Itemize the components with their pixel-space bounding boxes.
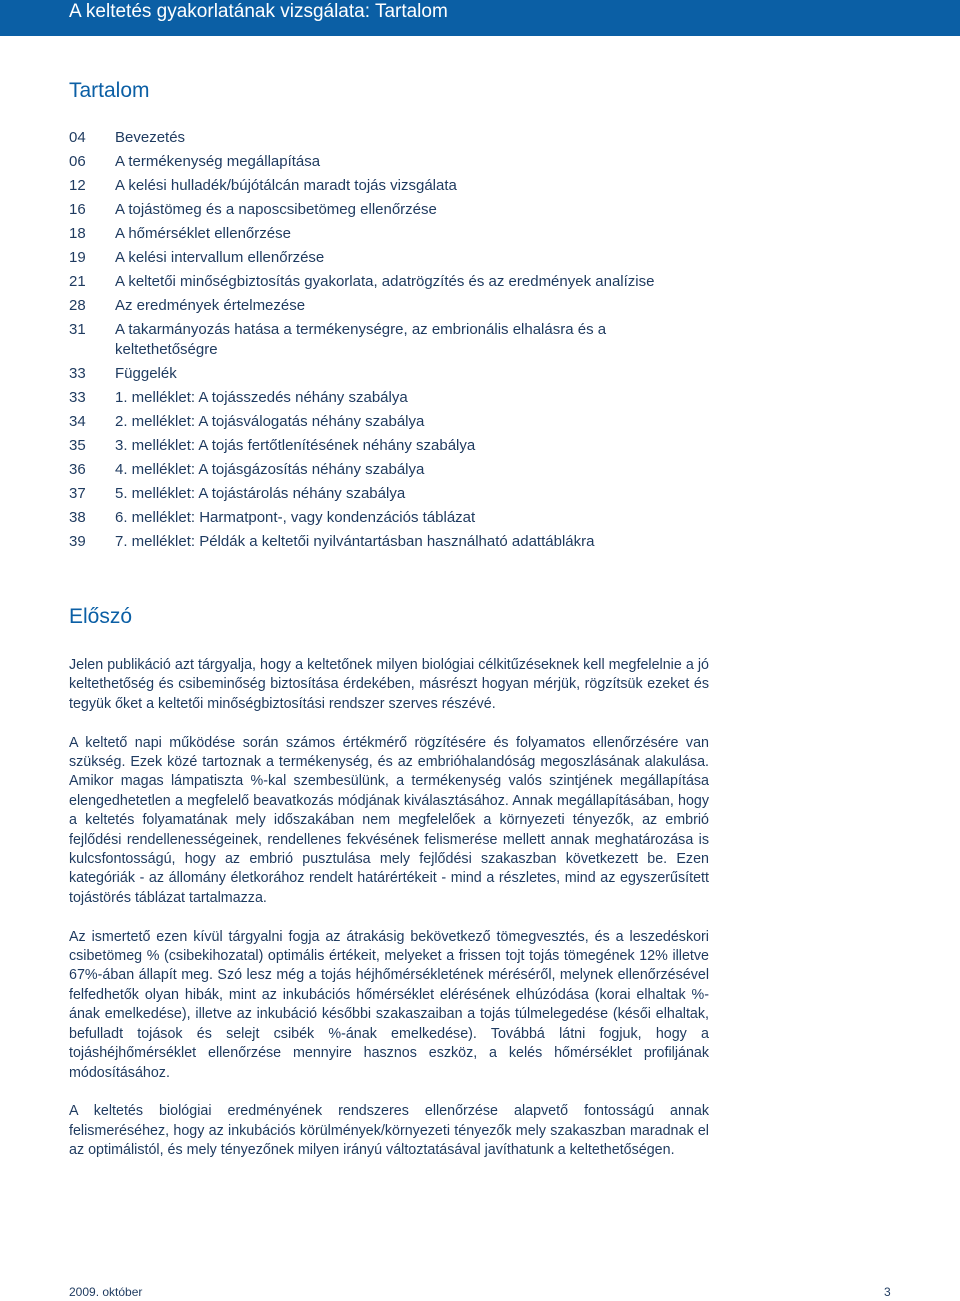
toc-entry-title: A hőmérséklet ellenőrzése <box>115 225 291 242</box>
toc-page-number: 35 <box>69 436 86 454</box>
preface-paragraph: Jelen publikáció azt tárgyalja, hogy a keltetőnek milyen biológiai célkitűzéseknek kell megfelelnie a jó keltethetőség és csibeminőség biztosítása érdekében, másrészt hogyan mérjük, rögzítsük ezeket és tegyük őket a keltetői minőségbiztosítási rendszer szerves részévé. <box>69 657 709 712</box>
toc-page-number: 12 <box>69 177 86 194</box>
header-title: A keltetés gyakorlatának vizsgálata: Tartalom <box>69 1 448 22</box>
page-header <box>0 0 960 36</box>
toc-page-number: 16 <box>69 201 86 218</box>
toc-page-number: 19 <box>69 249 86 266</box>
toc-entry[interactable] <box>69 364 689 384</box>
toc-entry-title: A termékenység megállapítása <box>115 153 321 170</box>
toc-entry-title: A tojástömeg és a naposcsibetömeg ellenőrzése <box>115 201 437 218</box>
toc-page-number: 33 <box>69 388 86 406</box>
toc-entry[interactable] <box>69 176 689 196</box>
toc-page-number: 06 <box>69 153 86 170</box>
toc-entry-title: 1. melléklet: A tojásszedés néhány szabálya <box>115 388 408 406</box>
footer-page-number: 3 <box>884 1285 891 1299</box>
toc-page-number: 37 <box>69 484 86 502</box>
toc-heading: Tartalom <box>69 79 150 102</box>
toc-entry-title: A kelési intervallum ellenőrzése <box>115 249 325 266</box>
toc-entry[interactable] <box>69 272 689 292</box>
toc-page-number: 28 <box>69 297 86 314</box>
toc-entry-title: Függelék <box>115 364 177 382</box>
toc-entry[interactable] <box>69 484 689 504</box>
preface-paragraph: A keltető napi működése során számos értékmérő rögzítésére és folyamatos ellenőrzésére van szükség. Ezek közé tartoznak a termékenység, és az embrióhalandóság megoszlásának alakulása. Amikor magas lámpatiszta %-kal szembesülünk, a termékenység valós szintjének megállapítása elengedhetetlen a megfelelő beavatkozás módjának kiválasztásához. Annak megállapításában, hogy a keltetés folyamatának mely időszakában nem megfelelőek a környezeti tényezők, az embrió fejlődési rendellenességeinek, rendellenes fekvésének felismerése mellett annak meghatározása is kulcsfontosságú, hogy az embrió pusztulása mely fejlődési szakaszban következett be. Ezen kategóriák - az állomány életkorához rendelt határértékeit - mind a részletes, mind az egyszerűsített tojástörés táblázat tartalmazza. <box>69 734 709 906</box>
toc-entry[interactable] <box>69 296 689 316</box>
toc-page-number: 36 <box>69 460 86 478</box>
toc-entry-title: Bevezetés <box>115 129 186 146</box>
toc-entry[interactable] <box>69 320 689 359</box>
toc-entry-title: 5. melléklet: A tojástárolás néhány szabálya <box>115 484 406 502</box>
toc-page-number: 34 <box>69 412 86 430</box>
toc-entry[interactable] <box>69 152 689 172</box>
toc-entry-title: 7. melléklet: Példák a keltetői nyilvántartásban használható adattáblákra <box>115 532 595 550</box>
table-of-contents <box>69 128 689 556</box>
toc-entry-title: 6. melléklet: Harmatpont-, vagy kondenzációs táblázat <box>115 508 476 526</box>
toc-entry[interactable] <box>69 248 689 268</box>
preface-paragraph: A keltetés biológiai eredményének rendszeres ellenőrzése alapvető fontosságú annak felismeréséhez, hogy az inkubációs körülmények/környezeti tényezők mely szakaszban maradnak el az optimálistól, és mely tényezőnek milyen irányú változtatásával javíthatunk a keltethetőségen. <box>69 1103 709 1159</box>
toc-page-number: 31 <box>69 321 86 338</box>
toc-page-number: 18 <box>69 225 86 242</box>
toc-entry[interactable] <box>69 532 689 552</box>
toc-entry[interactable] <box>69 412 689 432</box>
toc-page-number: 39 <box>69 532 86 550</box>
toc-page-number: 21 <box>69 273 86 290</box>
toc-entry[interactable] <box>69 200 689 220</box>
toc-entry[interactable] <box>69 436 689 456</box>
preface-body <box>69 656 709 1180</box>
preface-paragraph: Az ismertető ezen kívül tárgyalni fogja az átrakásig bekövetkező tömegvesztés, és a leszedéskori csibetömeg % (csibekihozatal) optimális értékeit, melyeket a frissen tojt tojás tömegének 12% illetve 67%-ában állapít meg. Szó lesz még a tojás héjhőmérsékletének méréséről, melynek ellenőrzésével felfedhetők olyan hibák, mint az inkubációs hőmérséklet elérésének elhúzódása (korai elhaltak %-ának emelkedése), illetve az inkubáció későbbi szakaszaiban a tojás túlmelegedése (késői elhaltak, befulladt tojások és selejt csibék %-ának emelkedése). Továbbá látni fogjuk, hogy a tojáshéjhőmérséklet ellenőrzése mennyire hasznos eszköz, a kelés hőmérséklet profiljának módosításához. <box>69 928 709 1081</box>
toc-entry[interactable] <box>69 460 689 480</box>
toc-page-number: 04 <box>69 129 86 146</box>
toc-entry-title: A kelési hulladék/bújótálcán maradt tojás vizsgálata <box>115 177 457 194</box>
toc-entry-title: A keltetői minőségbiztosítás gyakorlata, adatrögzítés és az eredmények analízise <box>115 273 655 290</box>
toc-entry[interactable] <box>69 388 689 408</box>
toc-entry-title: Az eredmények értelmezése <box>115 297 306 314</box>
footer-date: 2009. október <box>69 1285 143 1299</box>
toc-entry[interactable] <box>69 224 689 244</box>
preface-heading: Előszó <box>69 605 133 628</box>
toc-entry[interactable] <box>69 128 689 148</box>
toc-page-number: 33 <box>69 364 86 382</box>
toc-entry-title: A takarmányozás hatása a termékenységre, az embrionális elhalásra és a keltethetőségre <box>115 321 607 358</box>
toc-page-number: 38 <box>69 508 86 526</box>
toc-entry-title: 4. melléklet: A tojásgázosítás néhány szabálya <box>115 460 425 478</box>
toc-entry-title: 3. melléklet: A tojás fertőtlenítésének néhány szabálya <box>115 436 476 454</box>
toc-entry-title: 2. melléklet: A tojásválogatás néhány szabálya <box>115 412 425 430</box>
toc-entry[interactable] <box>69 508 689 528</box>
